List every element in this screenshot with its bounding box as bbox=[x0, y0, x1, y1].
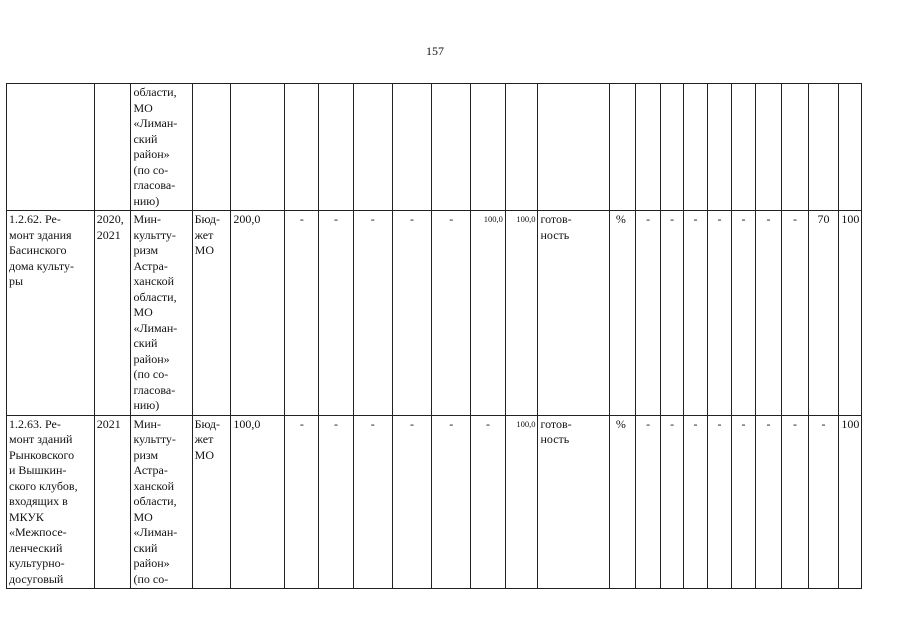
table-row bbox=[7, 211, 862, 416]
cell-target: - bbox=[755, 211, 782, 416]
cell-source: Бюд- жет МО bbox=[192, 211, 231, 416]
cell-name bbox=[7, 84, 95, 211]
cell-target: - bbox=[732, 415, 755, 589]
cell-total bbox=[231, 84, 285, 211]
cell-value: - bbox=[353, 415, 392, 589]
cell-target: 70 bbox=[808, 211, 839, 416]
cell-target: - bbox=[782, 211, 809, 416]
cell-target: - bbox=[808, 415, 839, 589]
cell-years bbox=[94, 84, 131, 211]
cell-value: - bbox=[319, 211, 354, 416]
cell-executor: Мин- культту- ризм Астра- ханской области, МО «Лиман- ский район» (по со- bbox=[131, 415, 192, 589]
cell-value: - bbox=[432, 415, 471, 589]
cell-target: - bbox=[707, 211, 731, 416]
cell-target: - bbox=[732, 211, 755, 416]
cell-years: 2021 bbox=[94, 415, 131, 589]
cell-target: - bbox=[755, 415, 782, 589]
cell-target: 100 bbox=[839, 211, 862, 416]
page-number: 157 bbox=[426, 44, 444, 58]
table-row bbox=[7, 84, 862, 211]
cell-unit: % bbox=[609, 415, 636, 589]
cell-value: - bbox=[353, 211, 392, 416]
cell-target: - bbox=[660, 211, 683, 416]
cell-total: 100,0 bbox=[231, 415, 285, 589]
cell-unit: % bbox=[609, 211, 636, 416]
program-table bbox=[6, 83, 862, 589]
cell-years: 2020, 2021 bbox=[94, 211, 131, 416]
cell-indicator: готов- ность bbox=[538, 211, 609, 416]
cell-name: 1.2.62. Ре- монт здания Басинского дома культу- ры bbox=[7, 211, 95, 416]
cell-value: - bbox=[471, 415, 506, 589]
cell-value: - bbox=[285, 211, 319, 416]
cell-value: 100,0 bbox=[505, 211, 538, 416]
cell-executor: Мин- культту- ризм Астра- ханской области, МО «Лиман- ский район» (по со- гласова- нию) bbox=[131, 211, 192, 416]
cell-value: 100,0 bbox=[471, 211, 506, 416]
cell-indicator: готов- ность bbox=[538, 415, 609, 589]
cell-value: 100,0 bbox=[505, 415, 538, 589]
cell-value: - bbox=[392, 211, 432, 416]
cell-target: - bbox=[636, 415, 660, 589]
cell-target: 100 bbox=[839, 415, 862, 589]
table-row bbox=[7, 415, 862, 589]
cell-target: - bbox=[684, 415, 707, 589]
cell-total: 200,0 bbox=[231, 211, 285, 416]
cell-source: Бюд- жет МО bbox=[192, 415, 231, 589]
cell-value: - bbox=[285, 415, 319, 589]
cell-value: - bbox=[319, 415, 354, 589]
cell-indicator bbox=[538, 84, 609, 211]
cell-target: - bbox=[782, 415, 809, 589]
cell-target: - bbox=[636, 211, 660, 416]
cell-target: - bbox=[684, 211, 707, 416]
cell-name: 1.2.63. Ре- монт зданий Рынковского и Вышкин- ского клубов, входящих в МКУК «Межпосе- ленческий культурно- досуговый bbox=[7, 415, 95, 589]
cell-target: - bbox=[707, 415, 731, 589]
cell-value: - bbox=[392, 415, 432, 589]
cell-unit bbox=[609, 84, 636, 211]
cell-value: - bbox=[432, 211, 471, 416]
cell-source bbox=[192, 84, 231, 211]
cell-executor: области, МО «Лиман- ский район» (по со- гласова- нию) bbox=[131, 84, 192, 211]
cell-target: - bbox=[660, 415, 683, 589]
